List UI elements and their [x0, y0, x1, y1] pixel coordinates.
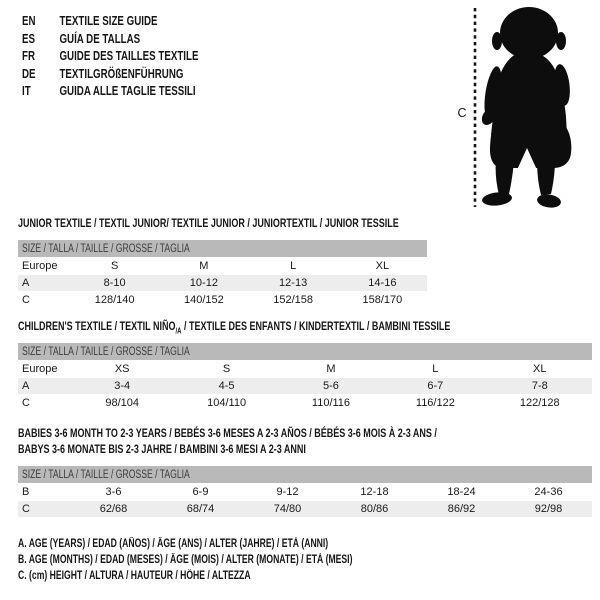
junior-textile-section	[18, 215, 592, 310]
size-header-cell: SIZE / TALLA / TAILLE / GRÖSSE / TAGLIA	[18, 466, 592, 484]
section-title	[18, 318, 592, 339]
size-value-cell: 4-5	[174, 378, 278, 395]
size-value-cell: 152/158	[249, 292, 338, 309]
row-label-cell: C	[18, 395, 70, 412]
table-row	[18, 378, 592, 395]
table-row	[18, 292, 427, 309]
row-label-cell: B	[18, 484, 70, 501]
size-value-cell: 62/68	[70, 501, 157, 518]
size-value-cell: 98/104	[70, 395, 174, 412]
size-value-cell: 3-4	[70, 378, 174, 395]
title-text: BABYS 3-6 MONATE BIS 2-3 JAHRE / BAMBINI 3-6 MESI A 2-3 ANNI	[18, 442, 306, 456]
size-value-cell: 12-18	[331, 484, 418, 501]
language-line	[22, 66, 248, 84]
row-label-cell: C	[18, 501, 70, 518]
table-row	[18, 275, 427, 292]
baby-silhouette	[479, 5, 576, 212]
language-list	[22, 13, 248, 101]
row-label-cell: Europe	[18, 258, 70, 275]
footnote-line: C. (cm) HEIGHT / ALTURA / HAUTEUR / HÖHE / ALTEZZA	[18, 570, 251, 583]
size-header-row	[18, 466, 592, 484]
title-subscript: /A	[175, 326, 182, 336]
language-code: DE	[22, 66, 36, 81]
size-header-cell: SIZE / TALLA / TAILLE / GRÖSSE / TAGLIA	[18, 343, 592, 361]
size-value-cell: 128/140	[70, 292, 159, 309]
size-value-cell: L	[249, 258, 338, 275]
size-value-cell: 158/170	[338, 292, 427, 309]
size-value-cell: 12-13	[249, 275, 338, 292]
size-value-cell: 80/86	[331, 501, 418, 518]
language-label: GUIDA ALLE TAGLIE TESSILI	[59, 84, 196, 98]
size-header-cell: SIZE / TALLA / TAILLE / GRÖSSE / TAGLIA	[18, 240, 427, 258]
size-value-cell: XS	[70, 361, 174, 378]
size-value-cell: XL	[338, 258, 427, 275]
childrens-size-table	[18, 343, 592, 412]
size-value-cell: 18-24	[418, 484, 505, 501]
section-title-line	[18, 318, 592, 339]
table-row	[18, 258, 427, 275]
footnote-legend	[18, 536, 464, 585]
size-value-cell: 68/74	[157, 501, 244, 518]
size-value-cell: 3-6	[70, 484, 157, 501]
title-text: CHILDREN'S TEXTILE / TEXTIL NIÑO	[18, 319, 176, 333]
size-value-cell: 122/128	[488, 395, 592, 412]
section-title	[18, 425, 592, 457]
size-value-cell: 92/98	[505, 501, 592, 518]
title-text: BABIES 3-6 MONTH TO 2-3 YEARS / BEBÉS 3-6 MESES A 2-3 AÑOS / BÉBÉS 3-6 MOIS À 2-3 ANS /	[18, 426, 437, 440]
size-value-cell: 9-12	[244, 484, 331, 501]
size-value-cell: M	[159, 258, 248, 275]
row-label-cell: A	[18, 275, 70, 292]
footnote-line: B. AGE (MONTHS) / EDAD (MESES) / ÂGE (MOIS) / ALTER (MONATE) / ETÀ (MESI)	[18, 554, 353, 567]
measure-letter-c: C	[457, 106, 467, 120]
size-value-cell: S	[174, 361, 278, 378]
title-text: JUNIOR TEXTILE / TEXTIL JUNIOR/ TEXTILE JUNIOR / JUNIORTEXTIL / JUNIOR TESSILE	[18, 216, 399, 230]
section-title-line	[18, 425, 592, 441]
size-value-cell: 110/116	[279, 395, 383, 412]
language-label: GUÍA DE TALLAS	[59, 31, 141, 46]
row-label-cell: C	[18, 292, 70, 309]
language-code: ES	[22, 31, 36, 46]
table-row	[18, 484, 592, 501]
size-value-cell: 5-6	[279, 378, 383, 395]
language-line	[22, 83, 248, 101]
childrens-textile-section	[18, 318, 592, 413]
babies-textile-section	[18, 425, 592, 520]
size-value-cell: L	[383, 361, 487, 378]
size-value-cell: 10-12	[159, 275, 248, 292]
size-value-cell: XL	[488, 361, 592, 378]
language-line	[22, 48, 248, 66]
row-label-cell: Europe	[18, 361, 70, 378]
size-header-row	[18, 343, 592, 361]
language-line	[22, 13, 248, 31]
height-measure-dashed-line	[471, 7, 479, 208]
row-label-cell: A	[18, 378, 70, 395]
size-value-cell: 7-8	[488, 378, 592, 395]
language-code: IT	[22, 84, 31, 98]
footnote-line: A. AGE (YEARS) / EDAD (AÑOS) / ÂGE (ANS) / ALTER (JAHRE) / ETÀ (ANNI)	[18, 538, 329, 550]
size-value-cell: 74/80	[244, 501, 331, 518]
language-label: TEXTILE SIZE GUIDE	[59, 14, 158, 28]
size-value-cell: 24-36	[505, 484, 592, 501]
title-text: / TEXTILE DES ENFANTS / KINDERTEXTIL / BAMBINI TESSILE	[181, 319, 451, 333]
size-value-cell: 116/122	[383, 395, 487, 412]
language-code: FR	[22, 49, 36, 63]
size-value-cell: 86/92	[418, 501, 505, 518]
size-value-cell: 140/152	[159, 292, 248, 309]
size-value-cell: S	[70, 258, 159, 275]
language-line	[22, 31, 248, 49]
size-header-row	[18, 240, 427, 258]
table-row	[18, 361, 592, 378]
size-value-cell: 104/110	[174, 395, 278, 412]
size-value-cell: 8-10	[70, 275, 159, 292]
babies-size-table	[18, 466, 592, 518]
language-code: EN	[22, 14, 36, 28]
junior-size-table	[18, 240, 427, 309]
language-label: GUIDE DES TAILLES TEXTILE	[59, 49, 199, 63]
language-label: TEXTILGRÖßENFÜHRUNG	[59, 66, 184, 81]
table-row	[18, 395, 592, 412]
size-value-cell: 14-16	[338, 275, 427, 292]
size-value-cell: 6-9	[157, 484, 244, 501]
size-value-cell: M	[279, 361, 383, 378]
section-title-line	[18, 215, 592, 231]
size-value-cell: 6-7	[383, 378, 487, 395]
table-row	[18, 501, 592, 518]
section-title-line	[18, 441, 592, 457]
section-title	[18, 215, 592, 231]
